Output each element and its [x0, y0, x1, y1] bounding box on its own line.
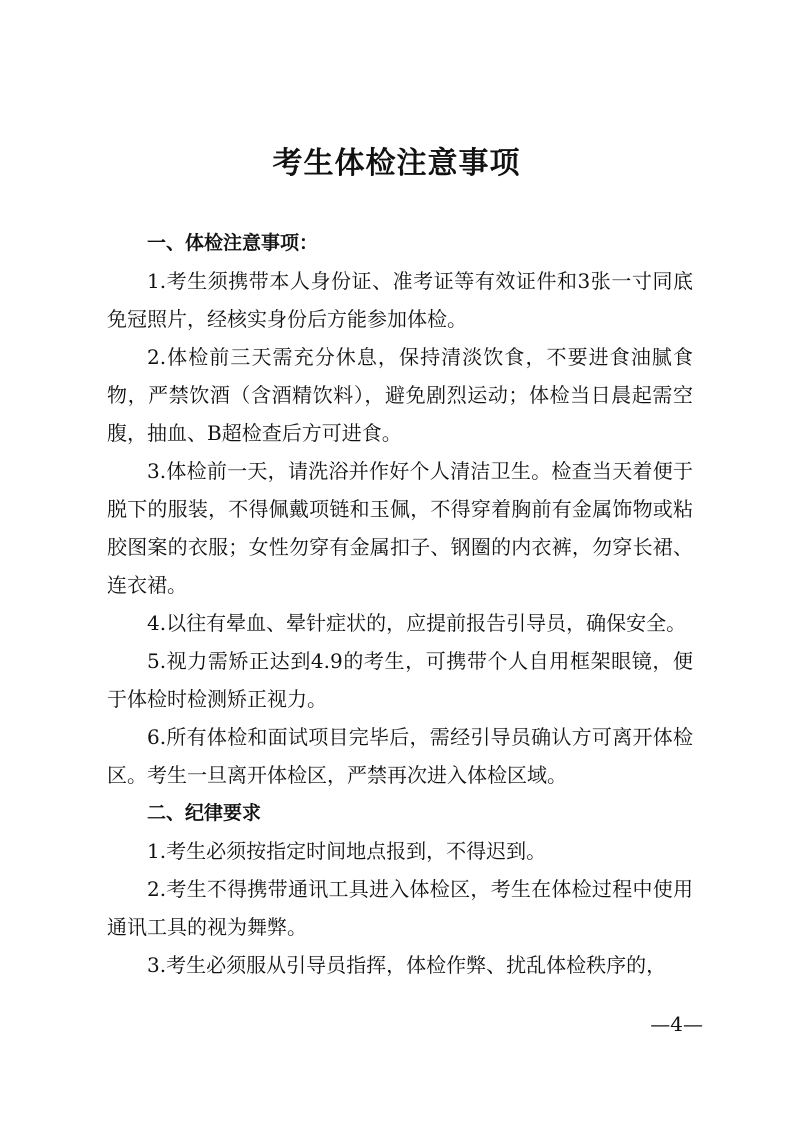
- paragraph-item-4: 4.以往有晕血、晕针症状的，应提前报告引导员，确保安全。: [147, 611, 687, 635]
- paragraph-item-5: 5.视力需矫正达到4.9的考生，可携带个人自用框架眼镜，便于体检时检测矫正视力。: [107, 649, 693, 711]
- page-number: —4—: [650, 1012, 703, 1036]
- document-body: [107, 224, 693, 984]
- paragraph-item-2: 2.体检前三天需充分休息，保持清淡饮食，不要进食油腻食物，严禁饮酒（含酒精饮料），避免剧烈运动；体检当日晨起需空腹，抽血、B超检查后方可进食。: [107, 345, 693, 445]
- section-heading-exam-notes: 一、体检注意事项：: [147, 232, 319, 254]
- document-title: 考生体检注意事项: [272, 146, 521, 181]
- paragraph-item-3: 3.体检前一天，请洗浴并作好个人清洁卫生。检查当天着便于脱下的服装，不得佩戴项链和玉佩，不得穿着胸前有金属饰物或粘胶图案的衣服；女性勿穿有金属扣子、钢圈的内衣裤，勿穿长裙、连衣裙。: [107, 459, 693, 597]
- paragraph-item-1: 1.考生须携带本人身份证、准考证等有效证件和3张一寸同底免冠照片，经核实身份后方能参加体检。: [107, 269, 693, 331]
- discipline-item-2: 2.考生不得携带通讯工具进入体检区，考生在体检过程中使用通讯工具的视为舞弊。: [107, 877, 693, 939]
- section-heading-discipline: 二、纪律要求: [147, 802, 262, 824]
- paragraph-item-6: 6.所有体检和面试项目完毕后，需经引导员确认方可离开体检区。考生一旦离开体检区，严禁再次进入体检区域。: [107, 725, 693, 787]
- discipline-item-3: 3.考生必须服从引导员指挥，体检作弊、扰乱体检秩序的，: [147, 953, 667, 977]
- discipline-item-1: 1.考生必须按指定时间地点报到，不得迟到。: [147, 839, 547, 863]
